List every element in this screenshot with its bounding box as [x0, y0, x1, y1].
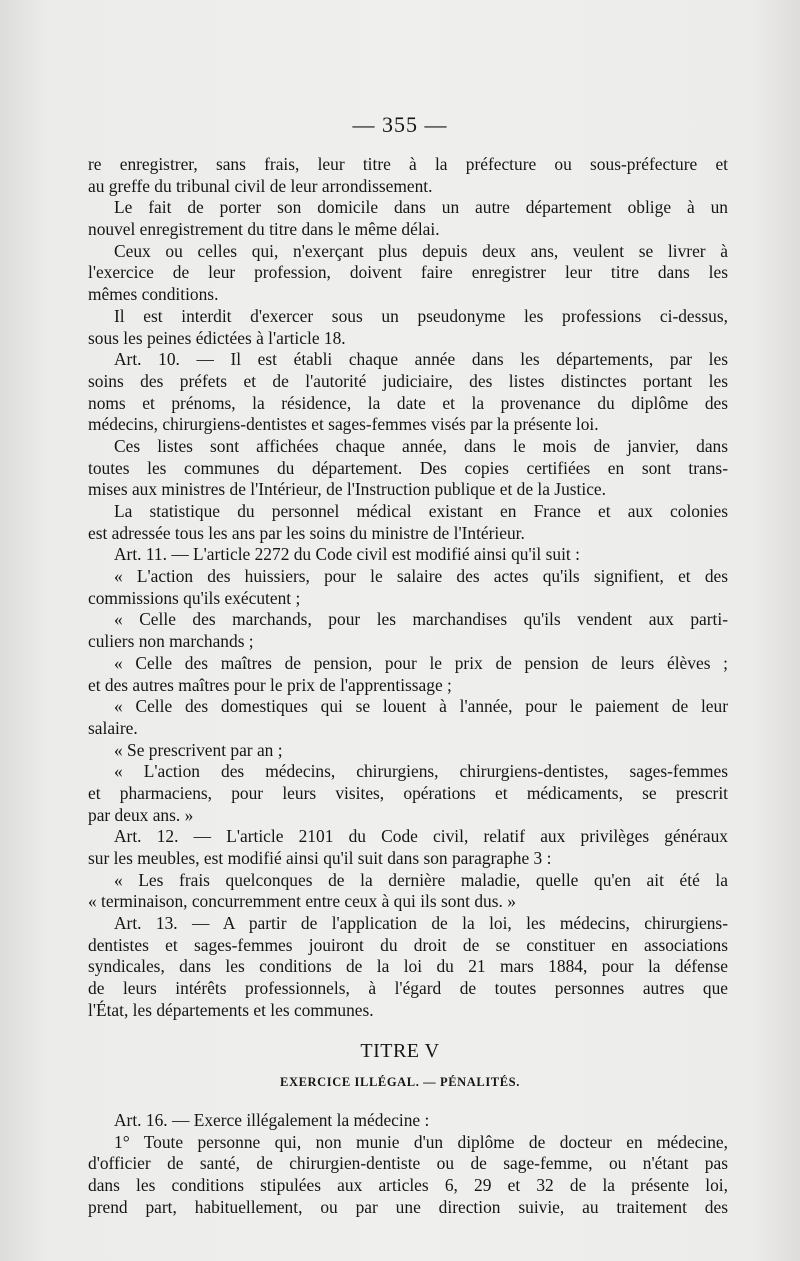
text-line: sur les meubles, est modifié ainsi qu'il suit dans son paragraphe 3 :	[88, 848, 552, 868]
text-line: syndicales, dans les conditions de la loi du 21 mars 1884, pour la défense	[88, 956, 728, 977]
text-line: Art. 11. — L'article 2272 du Code civil est modifié ainsi qu'il suit :	[114, 544, 580, 565]
text-line: Le fait de porter son domicile dans un autre département oblige à un	[114, 197, 728, 218]
text-line: « Celle des domestiques qui se louent à l'année, pour le paiement de leur	[114, 696, 728, 717]
text-line: Art. 13. — A partir de l'application de la loi, les médecins, chirurgiens-	[114, 913, 728, 934]
text-line: 1° Toute personne qui, non munie d'un diplôme de docteur en médecine,	[114, 1131, 728, 1152]
text-line: mises aux ministres de l'Intérieur, de l'Instruction publique et de la Justice.	[88, 479, 606, 500]
text-line: « Se prescrivent par an ;	[114, 739, 283, 760]
text-line: Art. 12. — L'article 2101 du Code civil, relatif aux privilèges généraux	[114, 826, 728, 847]
text-line: Ceux ou celles qui, n'exerçant plus depuis deux ans, veulent se livrer à	[114, 240, 728, 261]
text-line: d'officier de santé, de chirurgien-dentiste ou de sage-femme, ou n'étant pas	[88, 1153, 728, 1174]
text-line: Ces listes sont affichées chaque année, dans le mois de janvier, dans	[114, 435, 728, 456]
article-body	[88, 154, 728, 1022]
section-title: TITRE V	[360, 1040, 440, 1062]
text-line: par deux ans. »	[88, 804, 194, 825]
text-line: de leurs intérêts professionnels, à l'égard de toutes personnes autres que	[88, 978, 728, 999]
text-line: « L'action des huissiers, pour le salaire des actes qu'ils signifient, et des	[114, 566, 728, 587]
text-line: soins des préfets et de l'autorité judiciaire, des listes distinctes portant les	[88, 370, 728, 391]
section-subtitle: EXERCICE ILLÉGAL. — PÉNALITÉS.	[280, 1075, 520, 1089]
page-number: — 355 —	[352, 112, 448, 137]
text-line: « Les frais quelconques de la dernière maladie, quelle qu'en ait été la	[114, 869, 728, 890]
text-line: noms et prénoms, la résidence, la date et la provenance du diplôme des	[88, 392, 728, 413]
text-line: est adressée tous les ans par les soins du ministre de l'Intérieur.	[88, 522, 525, 543]
text-line: Il est interdit d'exercer sous un pseudonyme les professions ci-dessus,	[114, 305, 728, 326]
text-line: salaire.	[88, 717, 138, 738]
text-line: « terminaison, concurremment entre ceux à qui ils sont dus. »	[88, 891, 516, 912]
text-line: culiers non marchands ;	[88, 631, 254, 652]
article-body-continued	[88, 1110, 728, 1218]
text-line: « Celle des maîtres de pension, pour le prix de pension de leurs élèves ;	[114, 652, 728, 673]
text-line: prend part, habituellement, ou par une direction suivie, au traitement des	[88, 1196, 728, 1217]
text-line: Art. 10. — Il est établi chaque année dans les départements, par les	[114, 349, 728, 370]
text-line: l'État, les départements et les communes.	[88, 999, 374, 1020]
text-line: La statistique du personnel médical existant en France et aux colonies	[114, 501, 728, 521]
text-line: sous les peines édictées à l'article 18.	[88, 327, 346, 348]
text-line: toutes les communes du département. Des copies certifiées en sont trans-	[88, 457, 728, 478]
text-line: au greffe du tribunal civil de leur arrondissement.	[88, 175, 433, 196]
text-line: dans les conditions stipulées aux articles 6, 29 et 32 de la présente loi,	[88, 1175, 728, 1196]
text-line: re enregistrer, sans frais, leur titre à la préfecture ou sous-préfecture et	[88, 154, 728, 174]
text-line: et des autres maîtres pour le prix de l'apprentissage ;	[88, 674, 452, 695]
text-line: médecins, chirurgiens-dentistes et sages-femmes visés par la présente loi.	[88, 414, 599, 435]
text-line: et pharmaciens, pour leurs visites, opérations et médicaments, se prescrit	[88, 782, 728, 803]
text-line: mêmes conditions.	[88, 284, 219, 305]
text-line: commissions qu'ils exécutent ;	[88, 587, 301, 608]
text-line: l'exercice de leur profession, doivent faire enregistrer leur titre dans les	[88, 262, 728, 283]
text-line: « Celle des marchands, pour les marchandises qu'ils vendent aux parti-	[114, 609, 728, 630]
text-line: nouvel enregistrement du titre dans le même délai.	[88, 219, 440, 240]
text-line: dentistes et sages-femmes jouiront du droit de se constituer en associations	[88, 934, 728, 955]
text-line: « L'action des médecins, chirurgiens, chirurgiens-dentistes, sages-femmes	[114, 761, 728, 782]
text-line: Art. 16. — Exerce illégalement la médecine :	[114, 1110, 430, 1130]
